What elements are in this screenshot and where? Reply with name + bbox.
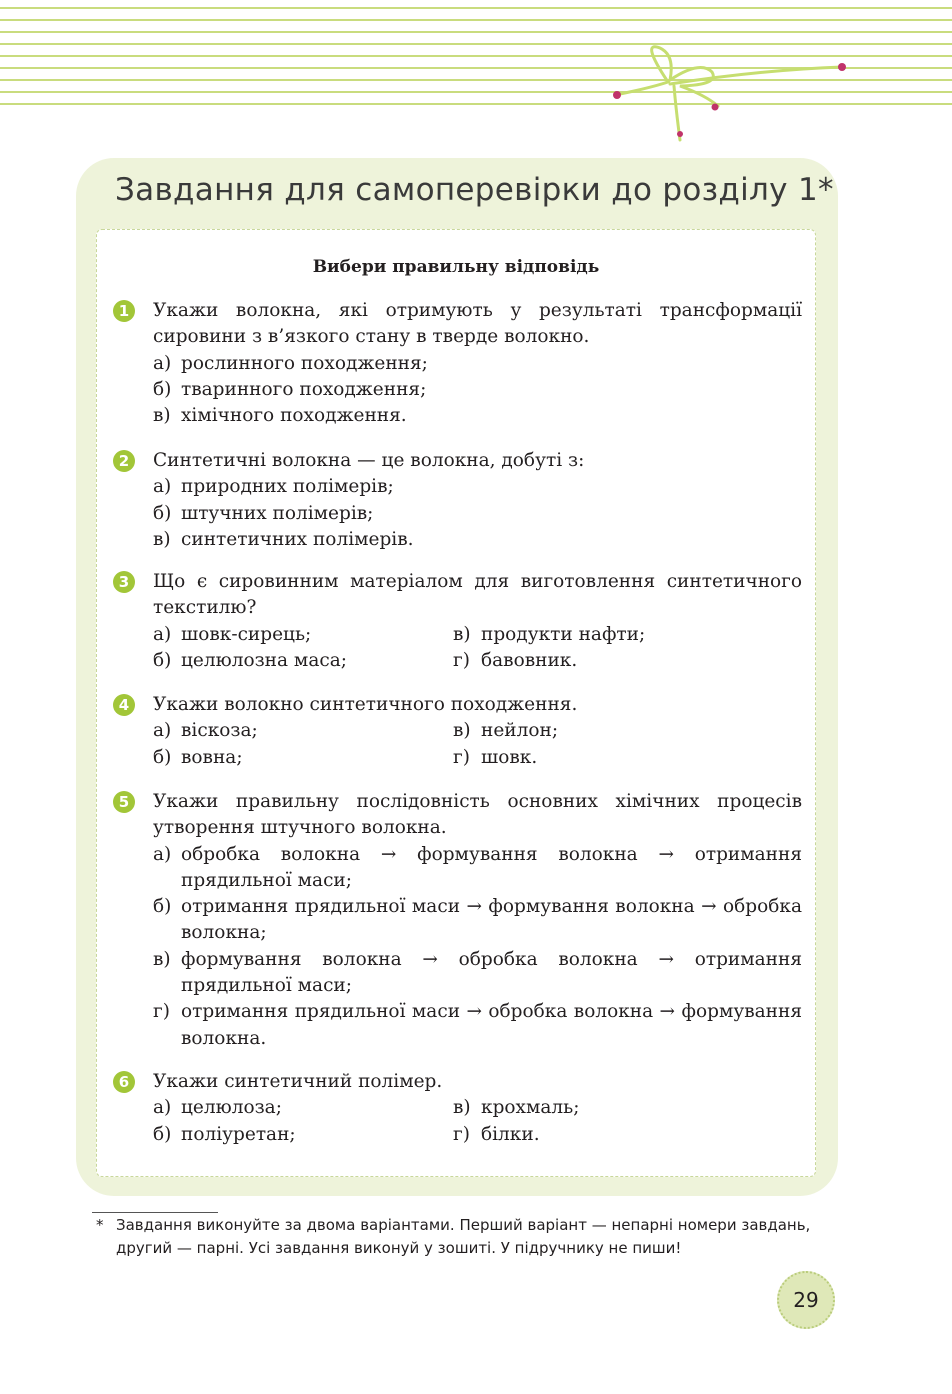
instruction-heading: Вибери правильну відповідь — [312, 257, 600, 277]
answer-option: в) продукти нафти; — [453, 623, 646, 645]
answer-option: г) бавовник. — [453, 649, 578, 671]
question-number-badge: 3 — [113, 571, 135, 593]
answer-option: а) віскоза; — [153, 720, 258, 742]
answer-option: а) рослинного походження; — [153, 352, 428, 374]
answer-option: в) формування волокна → обробка волокна → отримання прядильної маси; — [153, 948, 802, 997]
answer-option: в) синтетичних полімерів. — [153, 528, 414, 550]
question-number-badge: 6 — [113, 1071, 135, 1093]
answer-option: в) хімічного походження. — [153, 405, 407, 427]
question-number-badge: 4 — [113, 694, 135, 716]
footnote-divider — [92, 1212, 218, 1213]
answer-option: г) білки. — [453, 1123, 540, 1145]
answer-option: в) нейлон; — [453, 720, 559, 742]
footnote-text: Завдання виконуйте за двома варіантами. Перший варіант — непарні номери завдань, другий — парні. Усі завдання виконуй у зошиті. У підручнику не пиши! — [116, 1216, 811, 1257]
question-text: Укажи правильну послідовність основних хімічних процесів утворення штучного волокна. — [153, 791, 802, 839]
question-text: Що є сировинним матеріалом для виготовлення синтетичного текстилю? — [153, 571, 802, 619]
answer-option: б) целюлозна маса; — [153, 649, 347, 671]
answer-option: г) шовк. — [453, 746, 538, 768]
question-text: Синтетичні волокна — це волокна, добуті з: — [153, 450, 585, 471]
answer-option: г) отримання прядильної маси → обробка волокна → формування волокна. — [153, 1001, 802, 1049]
question-number-badge: 2 — [113, 450, 135, 472]
question-number-badge: 5 — [113, 791, 135, 813]
decorative-stripes — [0, 0, 952, 160]
answer-option: б) отримання прядильної маси → формування волокна → обробка волокна; — [153, 896, 802, 944]
answer-option: б) вовна; — [153, 746, 243, 768]
answer-option: б) штучних полімерів; — [153, 502, 374, 524]
footnote-marker: * — [96, 1216, 104, 1234]
answer-option: б) поліуретан; — [153, 1123, 296, 1145]
question-5 — [110, 789, 802, 1052]
answer-option: в) крохмаль; — [453, 1097, 580, 1119]
answer-option: а) обробка волокна → формування волокна → отримання прядильної маси; — [153, 843, 802, 891]
question-text: Укажи волокно синтетичного походження. — [153, 694, 578, 715]
answer-option: а) шовк-сирець; — [153, 623, 312, 645]
question-3 — [110, 569, 802, 674]
answer-option: а) природних полімерів; — [153, 476, 394, 498]
answer-option: а) целюлоза; — [153, 1097, 282, 1119]
question-text: Укажи волокна, які отримують у результаті трансформації сировини з в’язкого стану в тверде волокно. — [153, 300, 802, 348]
ribbon-bow-icon — [615, 47, 842, 140]
answer-option: б) тваринного походження; — [153, 378, 427, 400]
question-number-badge: 1 — [113, 300, 135, 322]
question-4 — [110, 692, 802, 771]
page-number: 29 — [777, 1271, 835, 1329]
footnote — [92, 1214, 812, 1260]
question-1 — [110, 298, 802, 429]
question-2 — [110, 448, 802, 553]
question-6 — [110, 1069, 802, 1148]
question-text: Укажи синтетичний полімер. — [153, 1071, 443, 1092]
page-title: Завдання для самоперевірки до розділу 1* — [115, 172, 834, 208]
